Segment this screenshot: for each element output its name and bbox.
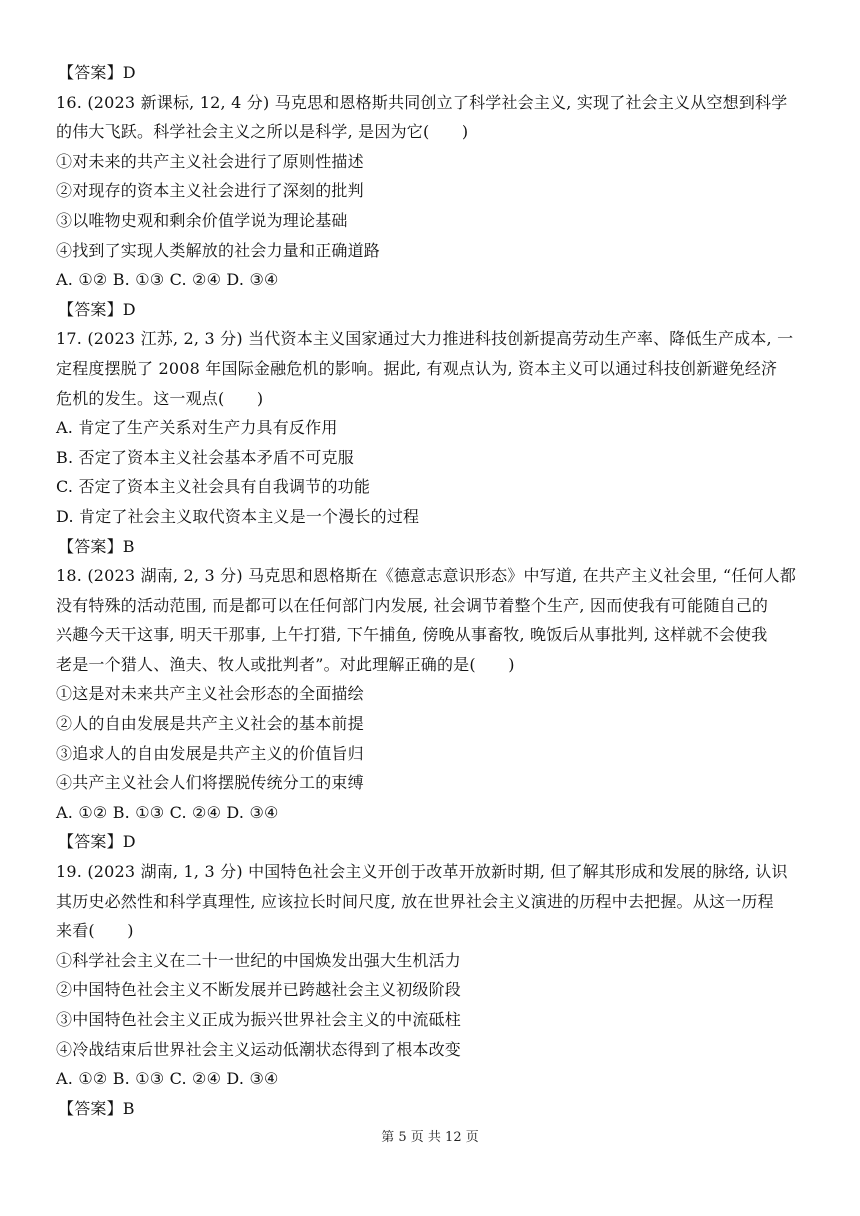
question-stem-line: 18. (2023 湖南, 2, 3 分) 马克思和恩格斯在《德意志意识形态》中写道, 在共产主义社会里, “任何人都 xyxy=(56,566,797,586)
option-line: ④找到了实现人类解放的社会力量和正确道路 xyxy=(56,240,381,260)
question-block xyxy=(56,58,816,88)
question-stem-line: 17. (2023 江苏, 2, 3 分) 当代资本主义国家通过大力推进科技创新提高劳动生产率、降低生产成本, 一 xyxy=(56,329,794,349)
option-line: A. ①② B. ①③ C. ②④ D. ③④ xyxy=(56,270,279,290)
question-stem-line: 定程度摆脱了 2008 年国际金融危机的影响。据此, 有观点认为, 资本主义可以通过科技创新避免经济 xyxy=(56,358,778,378)
option-line: ①对未来的共产主义社会进行了原则性描述 xyxy=(56,151,364,171)
option-line: B. 否定了资本主义社会基本矛盾不可克服 xyxy=(56,447,354,467)
option-line: ②对现存的资本主义社会进行了深刻的批判 xyxy=(56,181,364,201)
question-stem-line: 兴趣今天干这事, 明天干那事, 上午打猎, 下午捕鱼, 傍晚从事畜牧, 晚饭后从事批判, 这样就不会使我 xyxy=(56,625,768,645)
option-line: ④冷战结束后世界社会主义运动低潮状态得到了根本改变 xyxy=(56,1039,462,1059)
option-line: ③追求人的自由发展是共产主义的价值旨归 xyxy=(56,743,364,763)
page-footer: 第 5 页 共 12 页 xyxy=(381,1130,479,1145)
answer-line: 【答案】D xyxy=(58,63,136,82)
question-block xyxy=(56,88,816,325)
option-line: ③中国特色社会主义正成为振兴世界社会主义的中流砥柱 xyxy=(56,1010,462,1029)
option-line: ①这是对未来共产主义社会形态的全面描绘 xyxy=(56,684,364,704)
question-stem-line: 来看( ) xyxy=(56,921,134,941)
question-stem-line: 的伟大飞跃。科学社会主义之所以是科学, 是因为它( ) xyxy=(56,122,469,142)
option-line: ①科学社会主义在二十一世纪的中国焕发出强大生机活力 xyxy=(56,950,462,970)
option-line: ②人的自由发展是共产主义社会的基本前提 xyxy=(56,714,364,734)
question-block xyxy=(56,324,816,561)
question-stem-line: 16. (2023 新课标, 12, 4 分) 马克思和恩格斯共同创立了科学社会主义, 实现了社会主义从空想到科学 xyxy=(56,92,788,112)
answer-line: 【答案】D xyxy=(58,832,136,852)
question-stem-line: 其历史必然性和科学真理性, 应该拉长时间尺度, 放在世界社会主义演进的历程中去把握。从这一历程 xyxy=(56,891,774,911)
question-stem-line: 老是一个猎人、渔夫、牧人或批判者”。对此理解正确的是( ) xyxy=(56,654,515,674)
option-line: D. 肯定了社会主义取代资本主义是一个漫长的过程 xyxy=(56,506,420,526)
option-line: ②中国特色社会主义不断发展并已跨越社会主义初级阶段 xyxy=(56,980,462,1000)
question-stem-line: 没有特殊的活动范围, 而是都可以在任何部门内发展, 社会调节着整个生产, 因而使我有可能随自己的 xyxy=(56,595,769,615)
option-line: ③以唯物史观和剩余价值学说为理论基础 xyxy=(56,210,348,230)
question-stem-line: 危机的发生。这一观点( ) xyxy=(56,388,264,408)
option-line: A. ①② B. ①③ C. ②④ D. ③④ xyxy=(56,1069,279,1089)
question-stem-line: 19. (2023 湖南, 1, 3 分) 中国特色社会主义开创于改革开放新时期, 但了解其形成和发展的脉络, 认识 xyxy=(56,862,788,882)
question-block xyxy=(56,857,816,1123)
question-block xyxy=(56,561,816,857)
answer-line: 【答案】B xyxy=(58,1098,135,1118)
answer-line: 【答案】B xyxy=(58,536,135,556)
option-line: A. ①② B. ①③ C. ②④ D. ③④ xyxy=(56,802,279,822)
question-list xyxy=(56,58,816,1123)
option-line: ④共产主义社会人们将摆脱传统分工的束缚 xyxy=(56,773,364,793)
answer-line: 【答案】D xyxy=(58,299,136,319)
option-line: A. 肯定了生产关系对生产力具有反作用 xyxy=(56,418,338,438)
document-page xyxy=(56,58,816,1123)
option-line: C. 否定了资本主义社会具有自我调节的功能 xyxy=(56,477,371,497)
